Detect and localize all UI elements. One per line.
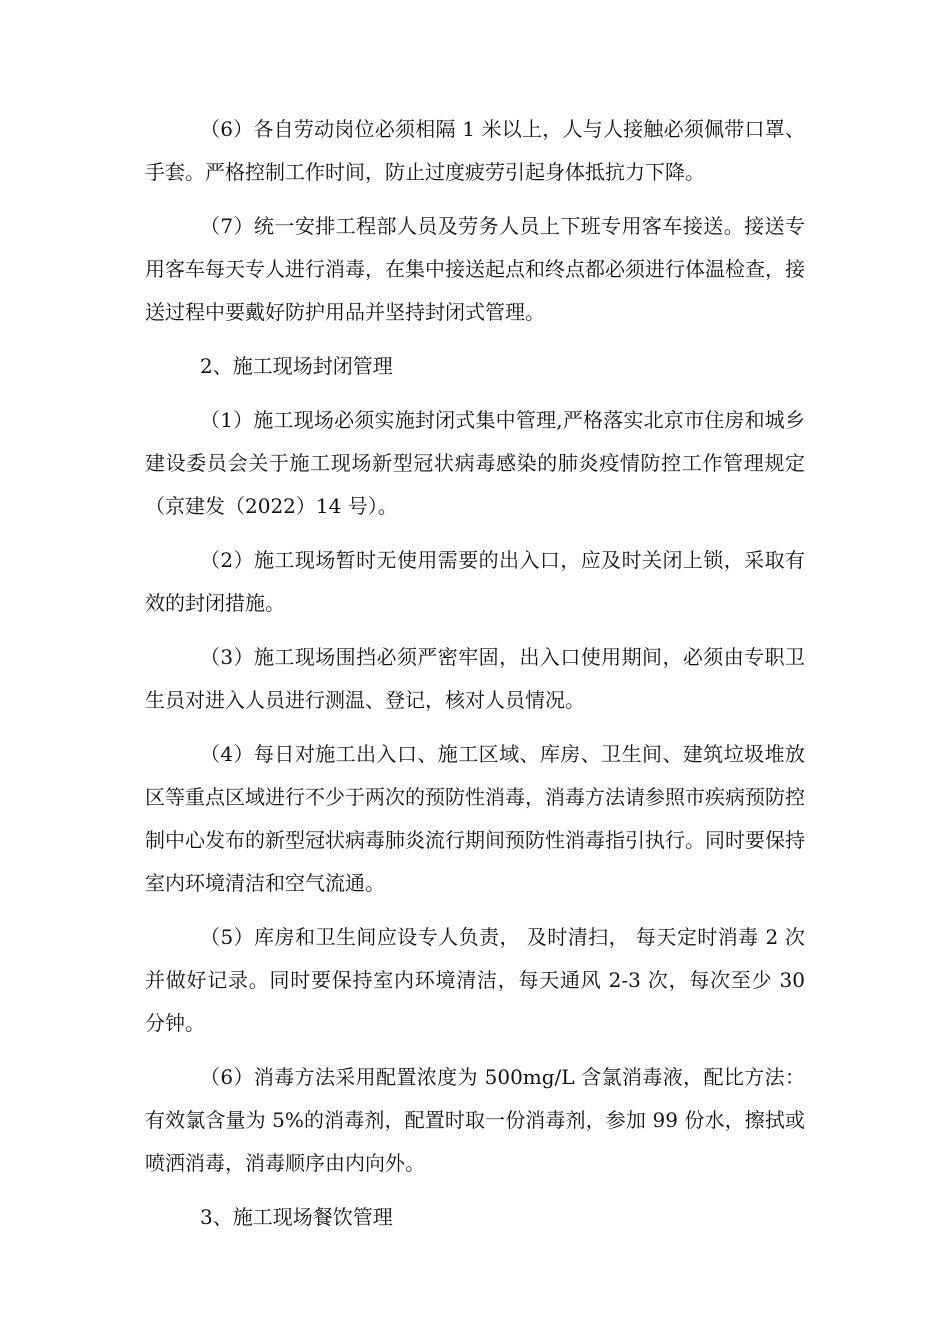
document-body <box>145 108 805 1250</box>
paragraph-2-unused-entrances: （2）施工现场暂时无使用需要的出入口，应及时关闭上锁，采取有效的封闭措施。 <box>145 548 805 615</box>
section-heading-catering-management: 3、施工现场餐饮管理 <box>200 1205 393 1229</box>
section-heading-closed-management: 2、施工现场封闭管理 <box>200 354 393 378</box>
paragraph-4-daily-disinfection: （4）每日对施工出入口、施工区域、库房、卫生间、建筑垃圾堆放区等重点区域进行不少于两次的预防性消毒，消毒方法请参照市疾病预防控制中心发布的新型冠状病毒肺炎流行期间预防性消毒指引执行。同时要保持室内环境清洁和空气流通。 <box>145 742 805 895</box>
paragraph-7-shuttle-bus: （7）统一安排工程部人员及劳务人员上下班专用客车接送。接送专用客车每天专人进行消毒，在集中接送起点和终点都必须进行体温检查，接送过程中要戴好防护用品并坚持封闭式管理。 <box>145 214 805 324</box>
paragraph-6-disinfection-method: （6）消毒方法采用配置浓度为 500mg/L 含氯消毒液，配比方法：有效氯含量为 5%的消毒剂，配置时取一份消毒剂，参加 99 份水，擦拭或喷洒消毒，消毒顺序由内向外。 <box>145 1065 805 1175</box>
paragraph-5-storage-toilets: （5）库房和卫生间应设专人负责， 及时清扫， 每天定时消毒 2 次并做好记录。同时要保持室内环境清洁，每天通风 2-3 次，每次至少 30 分钟。 <box>145 925 805 1035</box>
paragraph-3-enclosure-temperature: （3）施工现场围挡必须严密牢固，出入口使用期间，必须由专职卫生员对进入人员进行测温、登记，核对人员情况。 <box>145 645 805 712</box>
paragraph-1-closed-site: （1）施工现场必须实施封闭式集中管理,严格落实北京市住房和城乡建设委员会关于施工现场新型冠状病毒感染的肺炎疫情防控工作管理规定（京建发（2022）14 号）。 <box>145 408 805 518</box>
paragraph-6-workstation-spacing: （6）各自劳动岗位必须相隔 1 米以上，人与人接触必须佩带口罩、手套。严格控制工作时间，防止过度疲劳引起身体抵抗力下降。 <box>145 117 805 184</box>
